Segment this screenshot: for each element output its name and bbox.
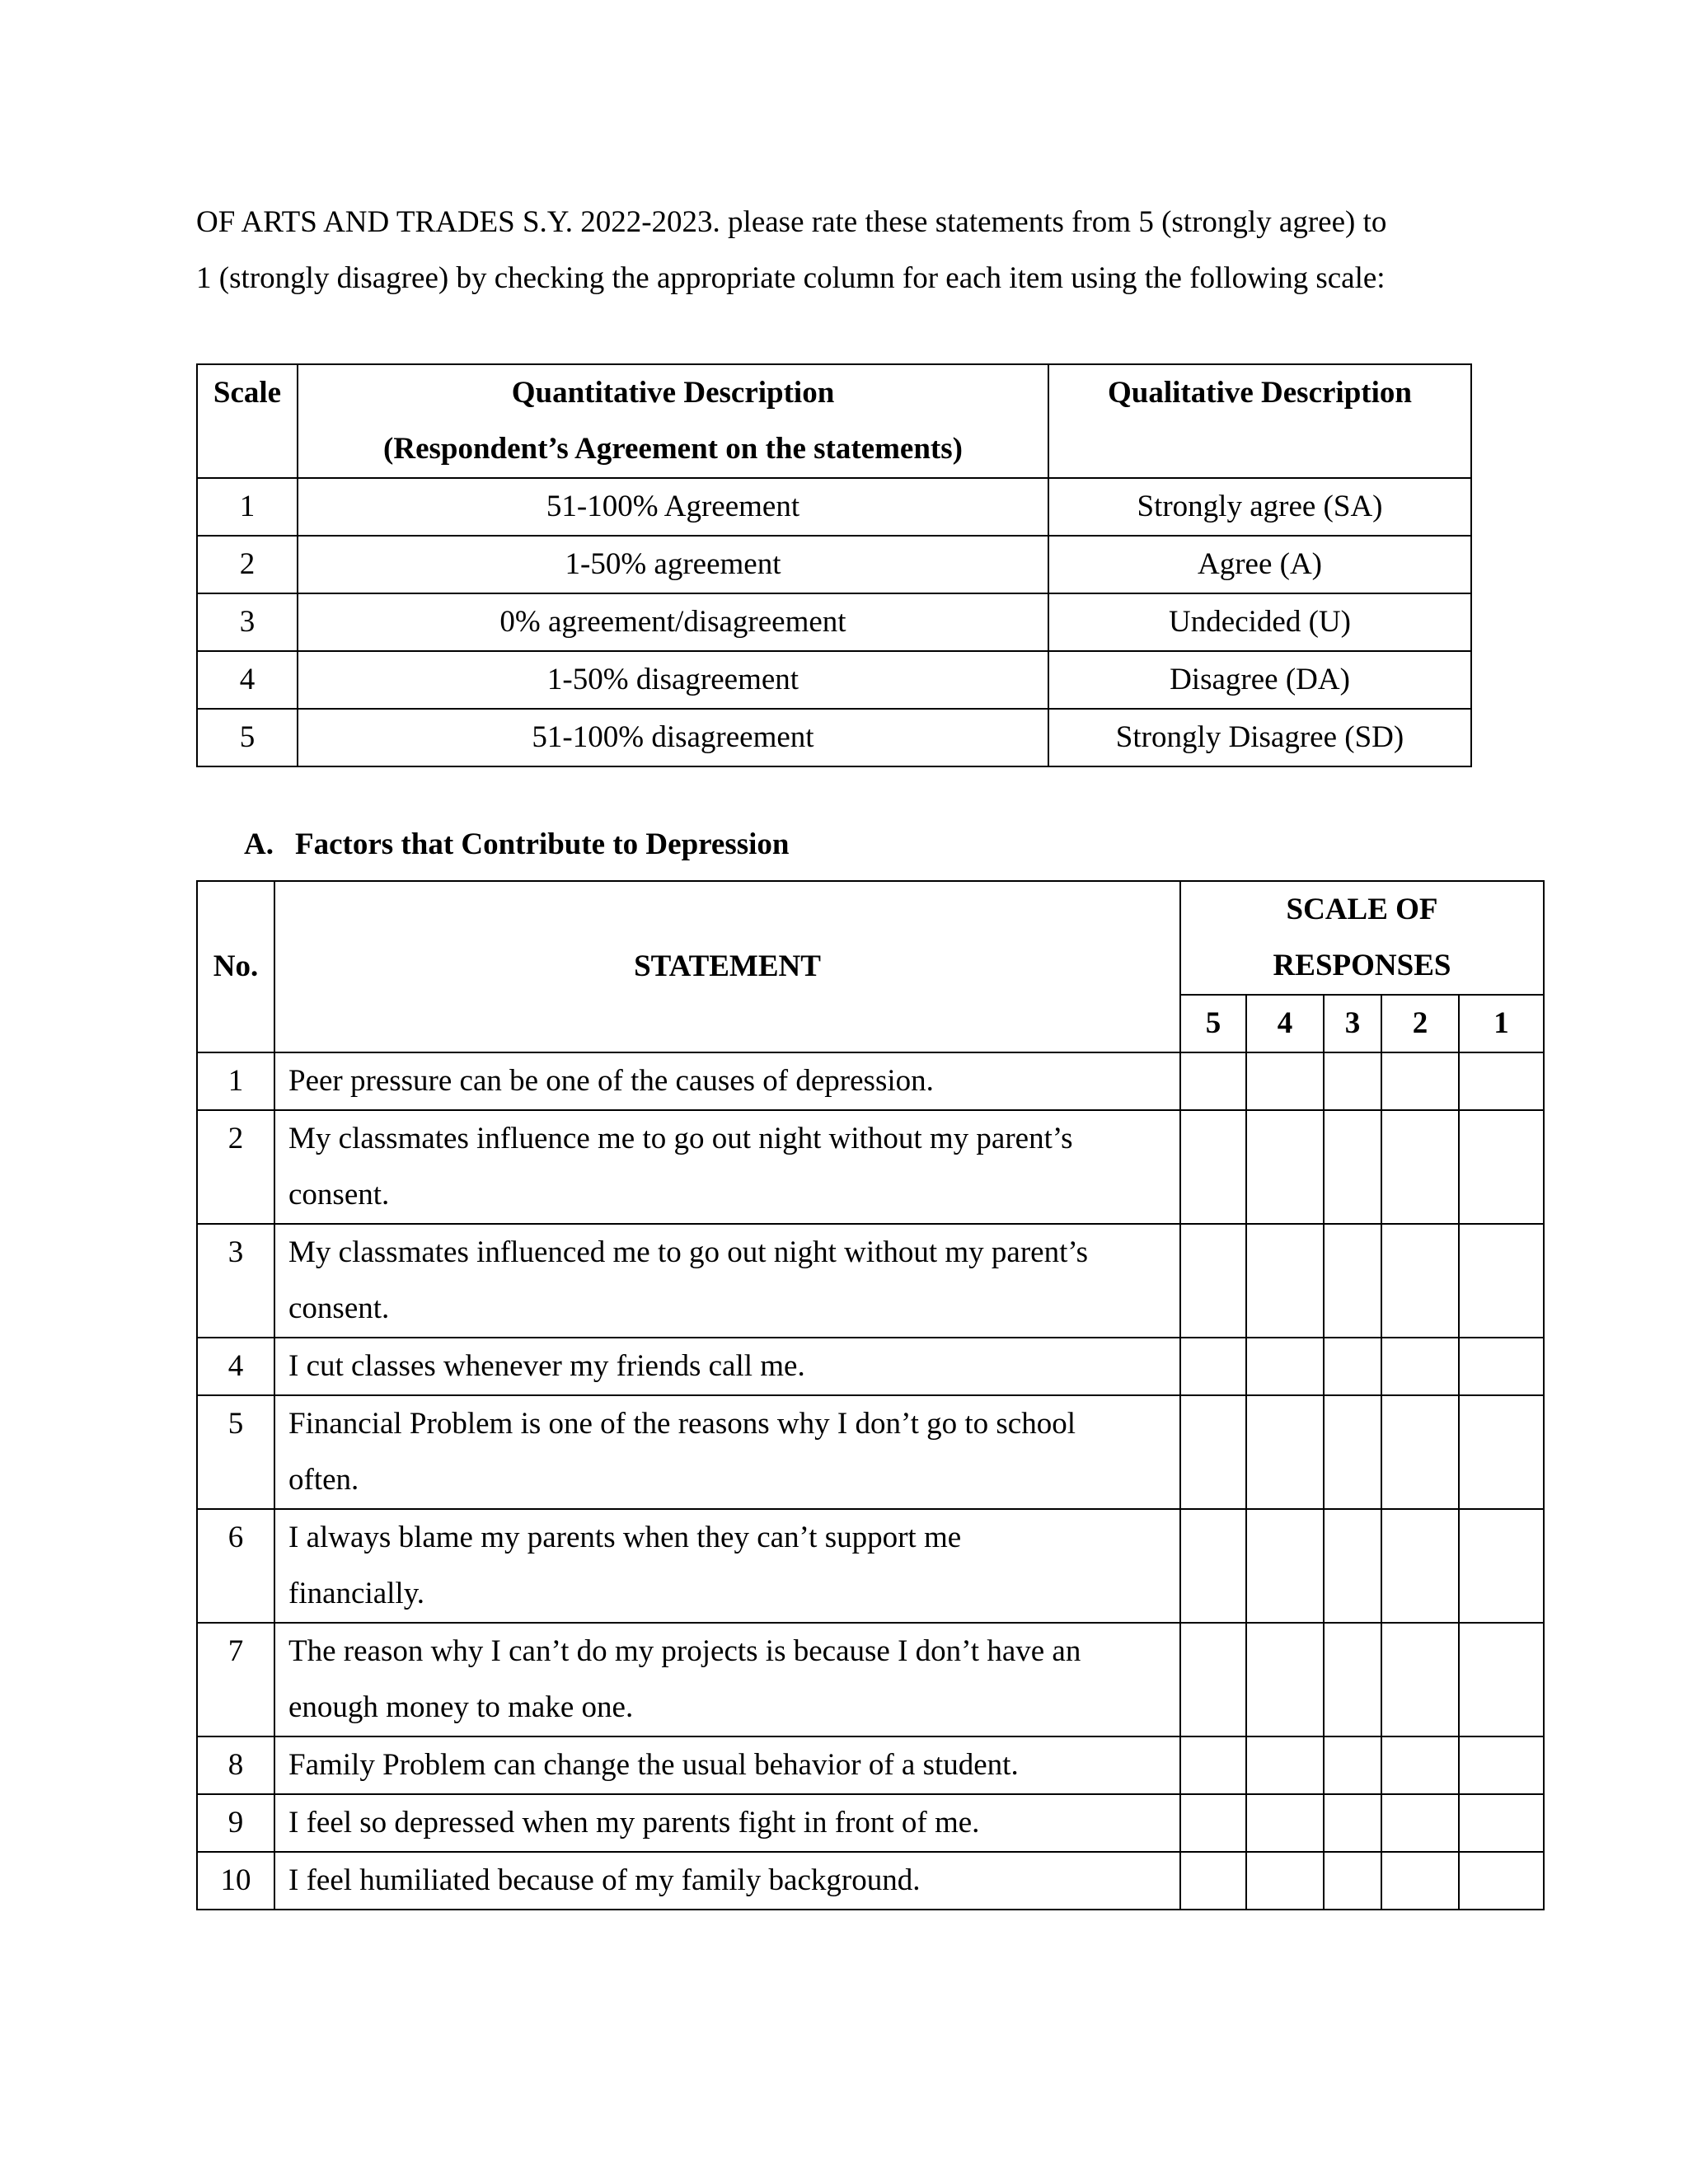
qualitative-cell: Undecided (U) xyxy=(1048,593,1471,651)
statement-row xyxy=(197,1224,1544,1338)
scale-value-header-1: 1 xyxy=(1459,995,1544,1052)
response-checkbox-cell-3[interactable] xyxy=(1324,1224,1381,1338)
statement-text-cell xyxy=(274,1052,1180,1110)
quantitative-description-header xyxy=(298,364,1048,478)
response-checkbox-cell-3[interactable] xyxy=(1324,1623,1381,1736)
scale-value-cell: 1 xyxy=(197,478,298,536)
response-checkbox-cell-3[interactable] xyxy=(1324,1395,1381,1509)
intro-line-1: OF ARTS AND TRADES S.Y. 2022-2023. please rate these statements from 5 (strongly agree) to xyxy=(196,205,1387,239)
response-checkbox-cell-1[interactable] xyxy=(1459,1852,1544,1910)
scale-table-header-row xyxy=(197,364,1471,478)
response-checkbox-cell-3[interactable] xyxy=(1324,1794,1381,1852)
statement-row xyxy=(197,1794,1544,1852)
response-checkbox-cell-4[interactable] xyxy=(1246,1509,1324,1623)
scale-value-header-5: 5 xyxy=(1180,995,1246,1052)
rating-scale-table xyxy=(196,363,1472,767)
statement-row xyxy=(197,1736,1544,1794)
statement-number: 8 xyxy=(197,1736,274,1794)
response-checkbox-cell-4[interactable] xyxy=(1246,1623,1324,1736)
response-checkbox-cell-4[interactable] xyxy=(1246,1224,1324,1338)
statement-text-line-2: consent. xyxy=(288,1291,390,1325)
response-checkbox-cell-2[interactable] xyxy=(1381,1623,1459,1736)
response-checkbox-cell-2[interactable] xyxy=(1381,1338,1459,1395)
statement-row xyxy=(197,1852,1544,1910)
statement-number: 3 xyxy=(197,1224,274,1338)
scale-row xyxy=(197,709,1471,766)
statement-text-cell xyxy=(274,1110,1180,1224)
statement-text-line-1: I feel humiliated because of my family background. xyxy=(288,1863,921,1897)
statement-text-cell xyxy=(274,1794,1180,1852)
response-checkbox-cell-1[interactable] xyxy=(1459,1052,1544,1110)
response-checkbox-cell-5[interactable] xyxy=(1180,1852,1246,1910)
statement-text-line-1: I feel so depressed when my parents fight in front of me. xyxy=(288,1806,980,1840)
statement-row xyxy=(197,1110,1544,1224)
response-checkbox-cell-5[interactable] xyxy=(1180,1623,1246,1736)
statement-number: 6 xyxy=(197,1509,274,1623)
intro-paragraph xyxy=(196,194,1515,307)
statement-text-cell xyxy=(274,1852,1180,1910)
response-checkbox-cell-3[interactable] xyxy=(1324,1736,1381,1794)
response-checkbox-cell-2[interactable] xyxy=(1381,1052,1459,1110)
response-checkbox-cell-1[interactable] xyxy=(1459,1224,1544,1338)
statement-number: 5 xyxy=(197,1395,274,1509)
qualitative-cell: Strongly Disagree (SD) xyxy=(1048,709,1471,766)
response-checkbox-cell-5[interactable] xyxy=(1180,1794,1246,1852)
response-checkbox-cell-3[interactable] xyxy=(1324,1338,1381,1395)
response-checkbox-cell-4[interactable] xyxy=(1246,1395,1324,1509)
quantitative-cell: 1-50% disagreement xyxy=(298,651,1048,709)
response-checkbox-cell-5[interactable] xyxy=(1180,1110,1246,1224)
response-checkbox-cell-3[interactable] xyxy=(1324,1509,1381,1623)
response-checkbox-cell-5[interactable] xyxy=(1180,1736,1246,1794)
scale-value-header-2: 2 xyxy=(1381,995,1459,1052)
scale-row xyxy=(197,593,1471,651)
statement-text-line-1: Financial Problem is one of the reasons why I don’t go to school xyxy=(288,1407,1076,1441)
response-checkbox-cell-5[interactable] xyxy=(1180,1338,1246,1395)
statement-text-cell xyxy=(274,1623,1180,1736)
statements-table-body xyxy=(197,1052,1544,1910)
statement-text-cell xyxy=(274,1736,1180,1794)
scale-value-header-4: 4 xyxy=(1246,995,1324,1052)
response-checkbox-cell-3[interactable] xyxy=(1324,1110,1381,1224)
response-checkbox-cell-2[interactable] xyxy=(1381,1736,1459,1794)
statement-number: 1 xyxy=(197,1052,274,1110)
statement-number: 10 xyxy=(197,1852,274,1910)
scale-value-cell: 4 xyxy=(197,651,298,709)
statement-text-cell xyxy=(274,1395,1180,1509)
scale-value-cell: 5 xyxy=(197,709,298,766)
statement-row xyxy=(197,1052,1544,1110)
statement-text-cell xyxy=(274,1224,1180,1338)
quantitative-cell: 1-50% agreement xyxy=(298,536,1048,593)
scale-table-body xyxy=(197,478,1471,766)
qualitative-cell: Strongly agree (SA) xyxy=(1048,478,1471,536)
quantitative-header-line-2: (Respondent’s Agreement on the statements) xyxy=(383,432,963,466)
response-checkbox-cell-4[interactable] xyxy=(1246,1052,1324,1110)
response-checkbox-cell-1[interactable] xyxy=(1459,1395,1544,1509)
response-checkbox-cell-4[interactable] xyxy=(1246,1338,1324,1395)
response-checkbox-cell-4[interactable] xyxy=(1246,1736,1324,1794)
statements-table xyxy=(196,880,1545,1910)
response-checkbox-cell-1[interactable] xyxy=(1459,1623,1544,1736)
statement-text-line-2: enough money to make one. xyxy=(288,1690,634,1724)
statement-header: STATEMENT xyxy=(274,881,1180,1052)
statement-text-line-1: My classmates influenced me to go out night without my parent’s xyxy=(288,1235,1089,1269)
statement-text-cell xyxy=(274,1338,1180,1395)
statement-text-line-1: My classmates influence me to go out night without my parent’s xyxy=(288,1122,1073,1155)
response-checkbox-cell-2[interactable] xyxy=(1381,1852,1459,1910)
statements-header-row-1 xyxy=(197,881,1544,995)
response-checkbox-cell-2[interactable] xyxy=(1381,1224,1459,1338)
statement-text-line-1: Peer pressure can be one of the causes of depression. xyxy=(288,1064,934,1098)
scale-row xyxy=(197,536,1471,593)
scale-header: Scale xyxy=(197,364,298,478)
section-title: Factors that Contribute to Depression xyxy=(295,827,790,861)
response-checkbox-cell-3[interactable] xyxy=(1324,1052,1381,1110)
response-checkbox-cell-1[interactable] xyxy=(1459,1794,1544,1852)
statement-text-line-2: financially. xyxy=(288,1577,425,1610)
response-checkbox-cell-2[interactable] xyxy=(1381,1110,1459,1224)
statement-number: 7 xyxy=(197,1623,274,1736)
response-checkbox-cell-1[interactable] xyxy=(1459,1736,1544,1794)
response-checkbox-cell-2[interactable] xyxy=(1381,1794,1459,1852)
statement-text-line-1: I cut classes whenever my friends call me. xyxy=(288,1349,805,1383)
scale-row xyxy=(197,651,1471,709)
section-letter: A. xyxy=(244,827,274,861)
quantitative-cell: 51-100% Agreement xyxy=(298,478,1048,536)
scale-value-header-3: 3 xyxy=(1324,995,1381,1052)
statement-number: 4 xyxy=(197,1338,274,1395)
statement-number: 9 xyxy=(197,1794,274,1852)
response-checkbox-cell-4[interactable] xyxy=(1246,1852,1324,1910)
response-checkbox-cell-2[interactable] xyxy=(1381,1509,1459,1623)
response-checkbox-cell-5[interactable] xyxy=(1180,1395,1246,1509)
scale-value-cell: 3 xyxy=(197,593,298,651)
statement-row xyxy=(197,1395,1544,1509)
scale-row xyxy=(197,478,1471,536)
scale-of-responses-line-2: RESPONSES xyxy=(1273,949,1451,982)
scale-of-responses-line-1: SCALE OF xyxy=(1286,893,1438,926)
intro-line-2: 1 (strongly disagree) by checking the appropriate column for each item using the following scale: xyxy=(196,261,1386,295)
response-checkbox-cell-3[interactable] xyxy=(1324,1852,1381,1910)
statement-text-line-2: consent. xyxy=(288,1178,390,1212)
qualitative-cell: Agree (A) xyxy=(1048,536,1471,593)
response-checkbox-cell-4[interactable] xyxy=(1246,1110,1324,1224)
response-checkbox-cell-4[interactable] xyxy=(1246,1794,1324,1852)
qualitative-cell: Disagree (DA) xyxy=(1048,651,1471,709)
quantitative-cell: 51-100% disagreement xyxy=(298,709,1048,766)
statement-text-line-1: The reason why I can’t do my projects is because I don’t have an xyxy=(288,1634,1081,1668)
scale-value-cell: 2 xyxy=(197,536,298,593)
response-checkbox-cell-5[interactable] xyxy=(1180,1224,1246,1338)
statement-row xyxy=(197,1623,1544,1736)
quantitative-header-line-1: Quantitative Description xyxy=(511,376,835,410)
section-heading xyxy=(244,817,789,873)
scale-of-responses-header xyxy=(1180,881,1544,995)
response-checkbox-cell-1[interactable] xyxy=(1459,1338,1544,1395)
number-header: No. xyxy=(197,881,274,1052)
quantitative-cell: 0% agreement/disagreement xyxy=(298,593,1048,651)
response-checkbox-cell-5[interactable] xyxy=(1180,1052,1246,1110)
statement-text-line-1: Family Problem can change the usual behavior of a student. xyxy=(288,1748,1019,1782)
statement-text-line-2: often. xyxy=(288,1463,359,1497)
statement-text-line-1: I always blame my parents when they can’t support me xyxy=(288,1521,962,1554)
statement-text-cell xyxy=(274,1509,1180,1623)
statement-row xyxy=(197,1509,1544,1623)
qualitative-description-header: Qualitative Description xyxy=(1048,364,1471,478)
statement-number: 2 xyxy=(197,1110,274,1224)
response-checkbox-cell-1[interactable] xyxy=(1459,1509,1544,1623)
statement-row xyxy=(197,1338,1544,1395)
response-checkbox-cell-2[interactable] xyxy=(1381,1395,1459,1509)
response-checkbox-cell-5[interactable] xyxy=(1180,1509,1246,1623)
response-checkbox-cell-1[interactable] xyxy=(1459,1110,1544,1224)
